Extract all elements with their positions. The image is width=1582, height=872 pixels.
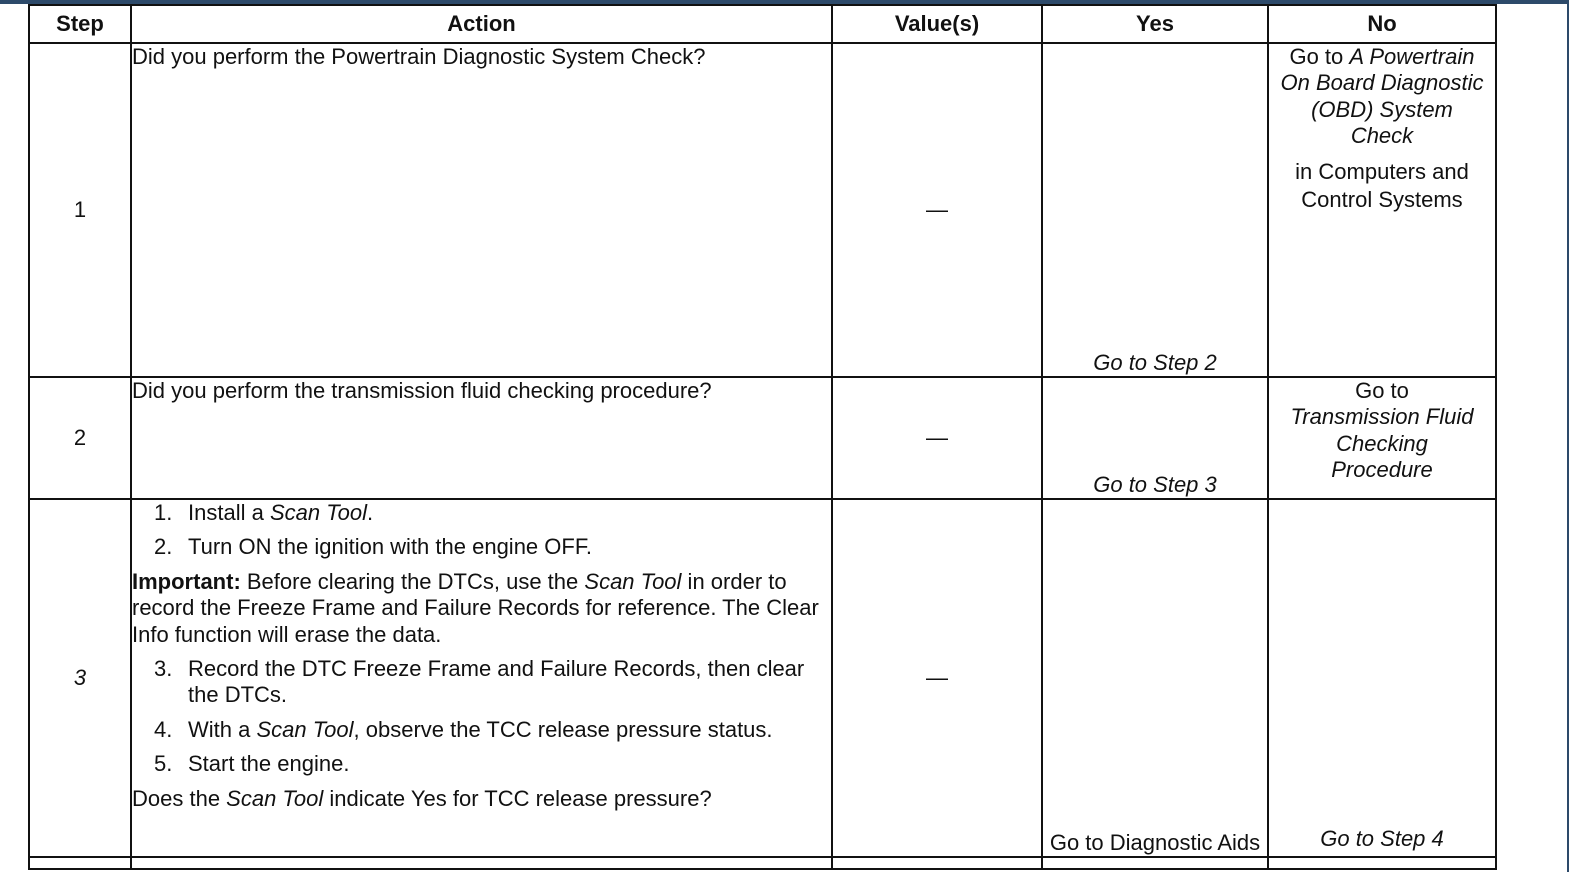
cutoff-cell: [832, 857, 1042, 869]
action-text: Did you perform the transmission fluid checking procedure?: [131, 377, 832, 499]
cutoff-cell: [1268, 857, 1496, 869]
list-number: 4.: [154, 716, 173, 742]
no-link: A Powertrain On Board Diagnostic (OBD) System Check: [1280, 44, 1484, 149]
no-suffix: in Computers and Control Systems: [1295, 158, 1469, 213]
list-number: 5.: [154, 751, 173, 777]
important-text: Before clearing the DTCs, use the: [240, 568, 585, 594]
no-action: [1268, 377, 1496, 499]
no-prefix-block: [1269, 44, 1495, 150]
header-row: [29, 5, 1496, 43]
header-action: Action: [131, 5, 832, 43]
list-text: Turn ON the ignition with the engine OFF.: [188, 534, 592, 560]
question-emphasis: Scan Tool: [226, 785, 324, 811]
header-yes: Yes: [1042, 5, 1268, 43]
question-post: indicate Yes for TCC release pressure?: [323, 785, 712, 811]
value-cell: —: [832, 377, 1042, 499]
no-action: Go to Step 4: [1268, 499, 1496, 857]
step-list-a: [132, 500, 831, 561]
no-prefix: Go to: [1355, 378, 1409, 403]
list-item: [154, 717, 831, 743]
list-text-end: .: [366, 500, 374, 525]
cutoff-cell: [131, 857, 832, 869]
table-row-cutoff: [29, 857, 1496, 869]
list-text-end: , observe the TCC release pressure status.: [353, 716, 773, 742]
table-row: [29, 499, 1496, 857]
question-pre: Does the: [132, 785, 227, 811]
header-step: Step: [29, 5, 131, 43]
value-cell: —: [832, 43, 1042, 377]
yes-action: Go to Step 2: [1042, 43, 1268, 377]
list-text: Install a: [188, 500, 270, 525]
list-number: 3.: [154, 655, 173, 681]
list-text: With a: [188, 716, 257, 742]
right-window-edge: [1567, 0, 1582, 872]
header-values: Value(s): [832, 5, 1042, 43]
important-note: [132, 569, 831, 648]
cutoff-cell: [1042, 857, 1268, 869]
no-prefix: Go to: [1289, 44, 1350, 69]
list-item: [154, 534, 831, 560]
step-number: 2: [29, 377, 131, 499]
list-emphasis: Scan Tool: [256, 716, 354, 742]
diagnostic-table: [28, 4, 1497, 870]
table-row: [29, 377, 1496, 499]
step-list-b: [132, 656, 831, 778]
list-item: [154, 751, 831, 777]
list-number: 1.: [154, 500, 173, 525]
no-action: [1268, 43, 1496, 377]
list-number: 2.: [154, 534, 173, 560]
cutoff-cell: [29, 857, 131, 869]
no-link: Transmission Fluid Checking Procedure: [1290, 404, 1474, 483]
question-text: [132, 786, 831, 812]
step-number: 3: [29, 499, 131, 857]
important-emphasis: Scan Tool: [584, 568, 682, 594]
action-cell: [131, 499, 832, 857]
yes-action: Go to Diagnostic Aids: [1042, 499, 1268, 857]
list-emphasis: Scan Tool: [269, 500, 367, 525]
action-text: Did you perform the Powertrain Diagnostic System Check?: [131, 43, 832, 377]
list-text: Start the engine.: [188, 751, 350, 777]
list-text: Record the DTC Freeze Frame and Failure Records, then clear the DTCs.: [188, 655, 805, 708]
important-label: Important:: [132, 568, 241, 594]
list-item: [154, 500, 831, 526]
step-number: 1: [29, 43, 131, 377]
yes-action: Go to Step 3: [1042, 377, 1268, 499]
table-row: [29, 43, 1496, 377]
value-cell: —: [832, 499, 1042, 857]
list-item: [154, 656, 831, 709]
header-no: No: [1268, 5, 1496, 43]
important-text-end: in order to record the Freeze Frame and Failure Records for reference. The Clear Info function will erase the data.: [132, 568, 819, 647]
